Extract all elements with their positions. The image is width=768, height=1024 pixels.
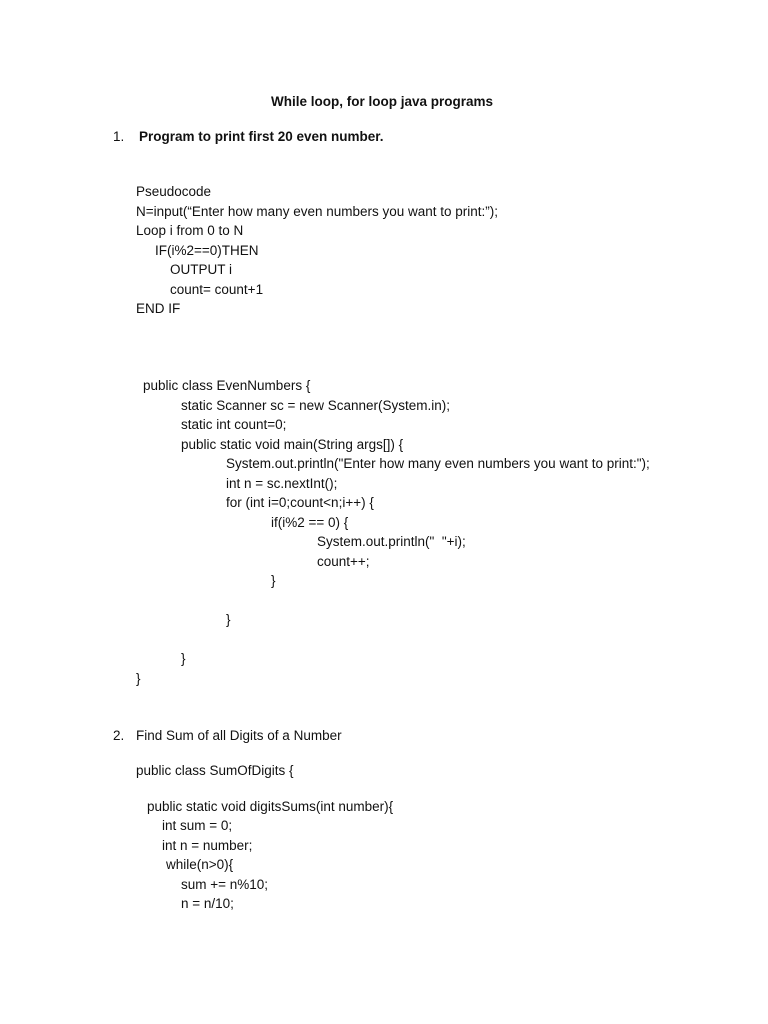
code-line: } bbox=[136, 671, 141, 686]
code-line: System.out.println(" "+i); bbox=[317, 534, 466, 549]
pseudocode-line: N=input(“Enter how many even numbers you want to print:”); bbox=[136, 204, 499, 219]
code-line: public static void digitsSums(int number){ bbox=[147, 799, 394, 814]
code-line: } bbox=[226, 612, 231, 627]
pseudocode-line: END IF bbox=[136, 301, 181, 316]
document-title: While loop, for loop java programs bbox=[271, 94, 494, 109]
pseudocode-line: OUTPUT i bbox=[170, 262, 233, 277]
code-line: public class EvenNumbers { bbox=[143, 378, 311, 393]
code-line: sum += n%10; bbox=[181, 877, 269, 892]
code-line: int sum = 0; bbox=[162, 818, 233, 833]
code-line: while(n>0){ bbox=[166, 857, 234, 872]
section-2-number: 2. bbox=[113, 728, 125, 743]
code-line: int n = sc.nextInt(); bbox=[226, 476, 338, 491]
code-line: int n = number; bbox=[162, 838, 253, 853]
pseudocode-line: IF(i%2==0)THEN bbox=[155, 243, 259, 258]
section-2-heading: Find Sum of all Digits of a Number bbox=[136, 728, 342, 743]
code-line: public class SumOfDigits { bbox=[136, 763, 294, 778]
code-line: n = n/10; bbox=[181, 896, 234, 911]
section-1-heading: Program to print first 20 even number. bbox=[139, 129, 384, 144]
code-line: } bbox=[181, 651, 186, 666]
code-line: if(i%2 == 0) { bbox=[271, 515, 349, 530]
code-line: } bbox=[271, 573, 276, 588]
pseudocode-line: Loop i from 0 to N bbox=[136, 223, 244, 238]
code-line: for (int i=0;count<n;i++) { bbox=[226, 495, 374, 510]
code-line: static Scanner sc = new Scanner(System.in); bbox=[181, 398, 450, 413]
code-line: public static void main(String args[]) { bbox=[181, 437, 404, 452]
pseudocode-label: Pseudocode bbox=[136, 184, 212, 199]
pseudocode-line: count= count+1 bbox=[170, 282, 264, 297]
code-line: count++; bbox=[317, 554, 370, 569]
section-1-number: 1. bbox=[113, 129, 125, 144]
code-line: static int count=0; bbox=[181, 417, 287, 432]
code-line: System.out.println("Enter how many even numbers you want to print:"); bbox=[226, 456, 650, 471]
